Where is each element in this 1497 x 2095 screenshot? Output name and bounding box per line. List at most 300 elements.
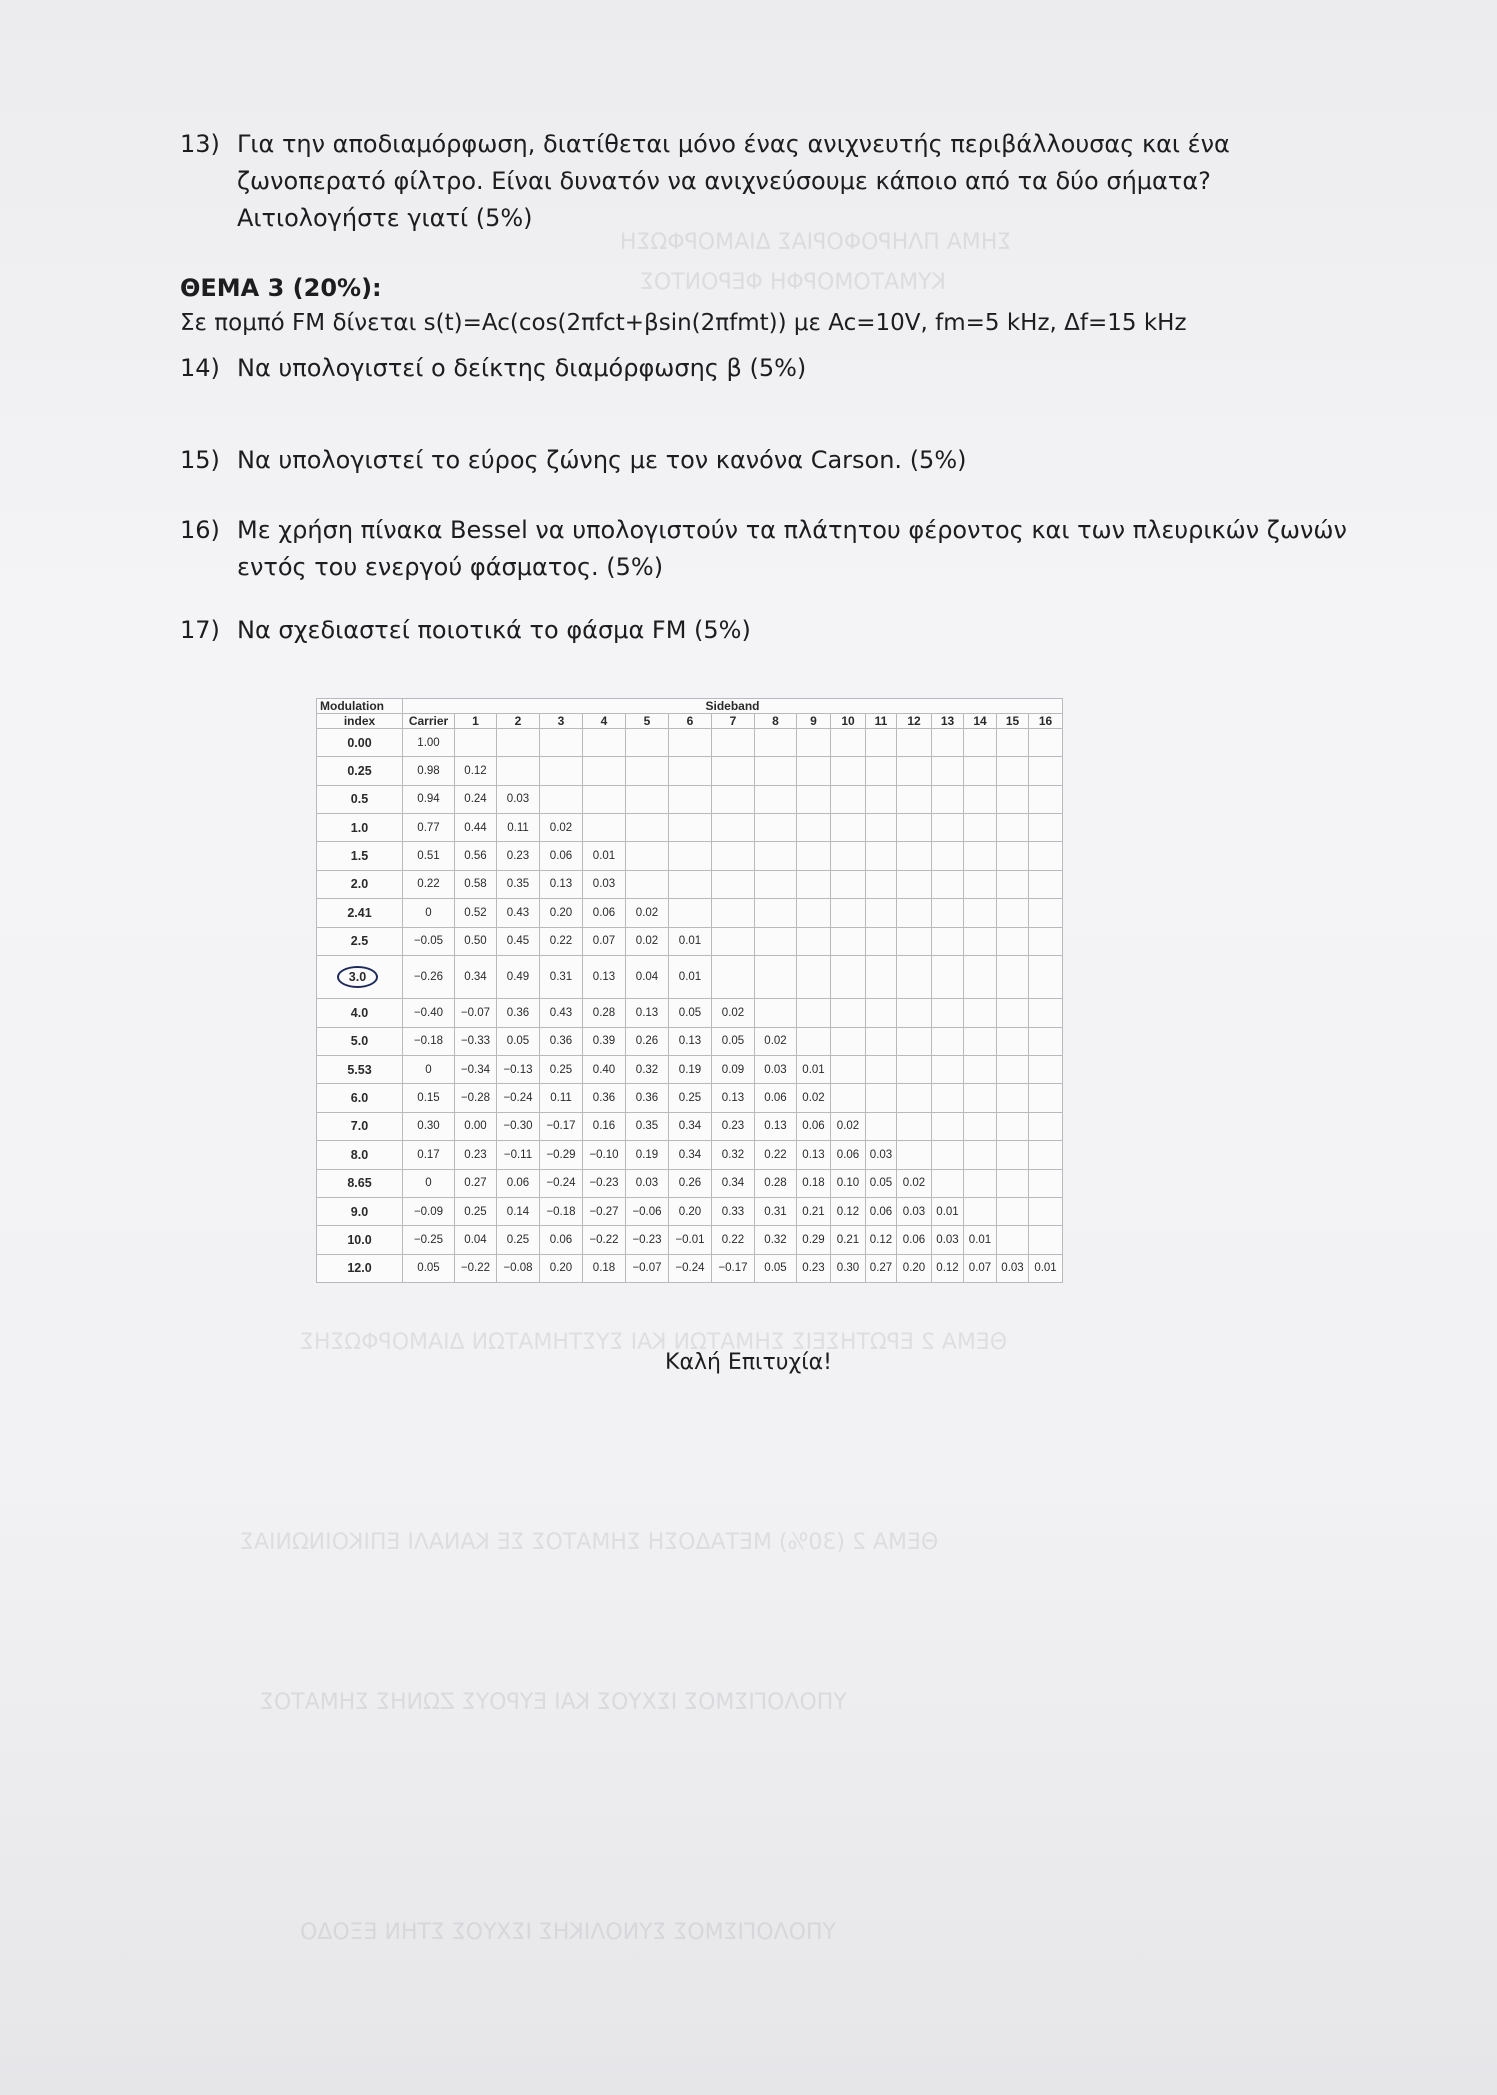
sideband-cell [712,927,755,955]
sideband-cell: −0.34 [455,1056,497,1084]
carrier-cell: 0.15 [403,1084,455,1112]
carrier-cell: 1.00 [403,729,455,757]
sideband-cell [897,870,932,898]
sideband-cell: 0.13 [583,955,626,998]
sideband-cell [997,955,1029,998]
header-sideband-number: 10 [831,714,866,729]
sideband-cell [964,1141,997,1169]
sideband-cell: 0.58 [455,870,497,898]
sideband-cell [669,729,712,757]
sideband-cell [932,785,964,813]
sideband-cell [964,1169,997,1197]
sideband-cell [932,899,964,927]
sideband-cell [964,899,997,927]
sideband-cell [540,729,583,757]
sideband-cell: 0.36 [626,1084,669,1112]
sideband-cell: −0.17 [712,1254,755,1282]
sideband-cell: 0.01 [669,927,712,955]
header-sideband-number: 3 [540,714,583,729]
sideband-cell: −0.23 [626,1226,669,1254]
sideband-cell: 0.02 [626,927,669,955]
carrier-cell: −0.26 [403,955,455,998]
bleed-through-text: ΣΗΜΑ ΠΛΗΡΟΦΟΡΙΑΣ ΔΙΑΜΟΡΦΩΣΗ [620,230,1012,255]
sideband-cell [897,1084,932,1112]
carrier-cell: 0 [403,1056,455,1084]
sideband-cell [866,870,897,898]
table-row [317,1169,1063,1197]
sideband-cell: 0.36 [497,999,540,1027]
sideband-cell [932,814,964,842]
sideband-cell: 0.04 [455,1226,497,1254]
modulation-index-cell: 10.0 [317,1226,403,1254]
sideband-cell: −0.10 [583,1141,626,1169]
header-carrier: Carrier [403,714,455,729]
sideband-cell: 0.03 [997,1254,1029,1282]
table-row [317,814,1063,842]
sideband-cell: 0.22 [540,927,583,955]
sideband-cell: 0.01 [583,842,626,870]
carrier-cell: 0.05 [403,1254,455,1282]
sideband-cell [932,955,964,998]
carrier-cell: −0.18 [403,1027,455,1055]
sideband-cell: −0.13 [497,1056,540,1084]
question-16 [180,512,1380,586]
sideband-cell [669,814,712,842]
modulation-index-cell: 8.0 [317,1141,403,1169]
sideband-cell [1029,814,1063,842]
header-sideband-number: 7 [712,714,755,729]
sideband-cell [932,1169,964,1197]
sideband-cell [964,1112,997,1140]
sideband-cell: −0.07 [455,999,497,1027]
modulation-index-cell: 2.0 [317,870,403,898]
sideband-cell [866,999,897,1027]
sideband-cell [797,757,831,785]
sideband-cell [497,757,540,785]
sideband-cell [540,757,583,785]
sideband-cell [797,927,831,955]
question-text: Να σχεδιαστεί ποιοτικά το φάσμα FM (5%) [237,616,751,644]
sideband-cell [669,785,712,813]
sideband-cell [797,785,831,813]
sideband-cell: 0.49 [497,955,540,998]
sideband-cell: 0.02 [626,899,669,927]
sideband-cell: 0.03 [897,1197,932,1225]
question-14 [180,350,1280,387]
sideband-cell: 0.03 [755,1056,797,1084]
carrier-cell: 0.22 [403,870,455,898]
sideband-cell [997,1197,1029,1225]
sideband-cell: 0.02 [897,1169,932,1197]
header-modulation: Modulation [317,699,403,714]
modulation-index-cell [317,955,403,998]
sideband-cell: 0.06 [497,1169,540,1197]
sideband-cell [755,999,797,1027]
sideband-cell: 0.30 [831,1254,866,1282]
sideband-cell [997,842,1029,870]
sideband-cell: 0.26 [626,1027,669,1055]
sideband-cell [866,927,897,955]
carrier-cell: −0.05 [403,927,455,955]
sideband-cell [831,842,866,870]
sideband-cell [964,1027,997,1055]
sideband-cell [866,814,897,842]
sideband-cell: 0.02 [540,814,583,842]
sideband-cell [964,729,997,757]
header-sideband-number: 2 [497,714,540,729]
sideband-cell: −0.22 [455,1254,497,1282]
carrier-cell: 0.51 [403,842,455,870]
sideband-cell [997,814,1029,842]
sideband-cell: 0.19 [626,1141,669,1169]
sideband-cell [626,729,669,757]
carrier-cell: 0 [403,899,455,927]
table-row [317,1141,1063,1169]
sideband-cell: 0.06 [540,842,583,870]
sideband-cell [583,729,626,757]
sideband-cell: 0.02 [797,1084,831,1112]
carrier-cell: 0 [403,1169,455,1197]
sideband-cell [866,899,897,927]
sideband-cell [932,999,964,1027]
sideband-cell: 0.01 [932,1197,964,1225]
modulation-index-cell: 8.65 [317,1169,403,1197]
header-sideband-number: 14 [964,714,997,729]
sideband-cell: 0.14 [497,1197,540,1225]
sideband-cell [897,1112,932,1140]
sideband-cell: 0.39 [583,1027,626,1055]
sideband-cell [997,757,1029,785]
sideband-cell: 0.12 [866,1226,897,1254]
sideband-cell [540,785,583,813]
sideband-cell: −0.17 [540,1112,583,1140]
sideband-cell [583,785,626,813]
sideband-cell [932,927,964,955]
sideband-cell: 0.06 [897,1226,932,1254]
sideband-cell: 0.23 [712,1112,755,1140]
sideband-cell: 0.13 [797,1141,831,1169]
sideband-cell [1029,955,1063,998]
sideband-cell [932,1084,964,1112]
sideband-cell [997,1141,1029,1169]
sideband-cell [997,1226,1029,1254]
sideband-cell: 0.21 [797,1197,831,1225]
sideband-cell [997,1169,1029,1197]
sideband-cell [455,729,497,757]
modulation-index-cell: 1.0 [317,814,403,842]
sideband-cell: 0.21 [831,1226,866,1254]
sideband-cell [964,927,997,955]
sideband-cell [1029,729,1063,757]
table-row [317,1056,1063,1084]
header-index: index [317,714,403,729]
sideband-cell [897,785,932,813]
sideband-cell [831,899,866,927]
sideband-cell [997,729,1029,757]
closing-message: Καλή Επιτυχία! [665,1350,832,1375]
sideband-cell: 0.03 [866,1141,897,1169]
sideband-cell [997,999,1029,1027]
sideband-cell: 0.25 [540,1056,583,1084]
question-17 [180,612,1280,649]
sideband-cell: 0.07 [964,1254,997,1282]
sideband-cell: 0.10 [831,1169,866,1197]
modulation-index-cell: 5.0 [317,1027,403,1055]
sideband-cell: 0.12 [831,1197,866,1225]
sideband-cell [997,870,1029,898]
table-row [317,1197,1063,1225]
question-number: 14) [180,354,220,382]
table-row [317,757,1063,785]
modulation-index-cell: 12.0 [317,1254,403,1282]
sideband-cell [1029,1084,1063,1112]
sideband-cell [712,729,755,757]
sideband-cell [932,842,964,870]
table-row [317,1254,1063,1282]
sideband-cell: 0.20 [897,1254,932,1282]
bleed-through-text: ΚΥΜΑΤΟΜΟΡΦΗ ΦΕΡΟΝΤΟΣ [640,270,946,295]
sideband-cell: 0.13 [540,870,583,898]
sideband-cell: 0.03 [583,870,626,898]
sideband-cell [1029,757,1063,785]
sideband-cell: 0.01 [1029,1254,1063,1282]
sideband-cell: 0.23 [455,1141,497,1169]
sideband-cell [932,1027,964,1055]
sideband-cell [897,1141,932,1169]
sideband-cell [626,870,669,898]
carrier-cell: 0.98 [403,757,455,785]
sideband-cell: 0.18 [797,1169,831,1197]
header-sideband-number: 5 [626,714,669,729]
bessel-table-container [316,698,1062,1283]
sideband-cell: 0.06 [831,1141,866,1169]
bleed-through-text: ΘΕΜΑ 2 ΕΡΩΤΗΣΕΙΣ ΣΗΜΑΤΩΝ ΚΑΙ ΣΥΣΤΗΜΑΤΩΝ ΔΙΑΜΟΡΦΩΣΗΣ [300,1330,1008,1355]
table-row [317,1226,1063,1254]
sideband-cell: 0.20 [540,1254,583,1282]
sideband-cell: 0.27 [866,1254,897,1282]
sideband-cell: 0.13 [626,999,669,1027]
sideband-cell: −0.11 [497,1141,540,1169]
sideband-cell [755,955,797,998]
table-row [317,999,1063,1027]
sideband-cell [755,814,797,842]
sideband-cell [712,814,755,842]
sideband-cell [866,842,897,870]
sideband-cell [964,1084,997,1112]
sideband-cell [831,785,866,813]
sideband-cell: 0.32 [712,1141,755,1169]
sideband-cell [897,1056,932,1084]
sideband-cell [1029,1226,1063,1254]
sideband-cell: 0.01 [669,955,712,998]
question-number: 15) [180,446,220,474]
sideband-cell: 0.11 [497,814,540,842]
modulation-index-cell: 5.53 [317,1056,403,1084]
bessel-table [316,698,1063,1283]
sideband-cell: 0.03 [626,1169,669,1197]
sideband-cell: 0.26 [669,1169,712,1197]
sideband-cell [964,870,997,898]
sideband-cell [755,785,797,813]
sideband-cell: 0.01 [797,1056,831,1084]
sideband-cell [1029,1056,1063,1084]
question-13 [180,126,1380,237]
header-sideband-number: 15 [997,714,1029,729]
sideband-cell: −0.18 [540,1197,583,1225]
sideband-cell: 0.34 [455,955,497,998]
sideband-cell: 0.31 [755,1197,797,1225]
sideband-cell [755,899,797,927]
sideband-cell: 0.06 [583,899,626,927]
sideband-cell: 0.25 [669,1084,712,1112]
table-row [317,729,1063,757]
sideband-cell [1029,870,1063,898]
sideband-cell [997,927,1029,955]
sideband-cell [797,842,831,870]
sideband-cell: 0.05 [497,1027,540,1055]
sideband-cell: 0.52 [455,899,497,927]
circled-index-mark: 3.0 [337,966,378,988]
sideband-cell: 0.32 [626,1056,669,1084]
carrier-cell: −0.40 [403,999,455,1027]
table-subheader-row [317,714,1063,729]
sideband-cell: −0.06 [626,1197,669,1225]
sideband-cell [997,899,1029,927]
bleed-through-text: ΘΕΜΑ 2 (30%) ΜΕΤΑΔΟΣΗ ΣΗΜΑΤΟΣ ΣΕ ΚΑΝΑΛΙ ΕΠΙΚΟΙΝΩΝΙΑΣ [240,1530,939,1555]
sideband-cell [1029,785,1063,813]
sideband-cell: 0.07 [583,927,626,955]
header-sideband-number: 9 [797,714,831,729]
sideband-cell: 0.23 [497,842,540,870]
carrier-cell: 0.30 [403,1112,455,1140]
sideband-cell: 0.12 [932,1254,964,1282]
sideband-cell: 0.06 [755,1084,797,1112]
modulation-index-cell: 0.00 [317,729,403,757]
header-sideband-number: 11 [866,714,897,729]
sideband-cell: 0.50 [455,927,497,955]
sideband-cell [712,785,755,813]
sideband-cell: 0.32 [755,1226,797,1254]
sideband-cell: 0.45 [497,927,540,955]
sideband-cell [1029,1112,1063,1140]
sideband-cell: −0.07 [626,1254,669,1282]
sideband-cell [497,729,540,757]
sideband-cell [932,1141,964,1169]
sideband-cell [932,729,964,757]
table-row [317,870,1063,898]
sideband-cell [797,814,831,842]
modulation-index-cell: 0.5 [317,785,403,813]
sideband-cell [1029,1197,1063,1225]
table-row [317,927,1063,955]
question-text: Να υπολογιστεί το εύρος ζώνης με τον κανόνα Carson. (5%) [237,446,967,474]
sideband-cell: 0.18 [583,1254,626,1282]
sideband-cell [831,955,866,998]
question-number: 13) [180,130,220,158]
carrier-cell: −0.25 [403,1226,455,1254]
sideband-cell: 0.02 [755,1027,797,1055]
modulation-index-cell: 9.0 [317,1197,403,1225]
carrier-cell: 0.94 [403,785,455,813]
sideband-cell [1029,842,1063,870]
sideband-cell [897,729,932,757]
table-row [317,1112,1063,1140]
sideband-cell: 0.34 [712,1169,755,1197]
sideband-cell: 0.13 [669,1027,712,1055]
sideband-cell [866,785,897,813]
sideband-cell: 0.28 [755,1169,797,1197]
sideband-cell: 0.05 [669,999,712,1027]
sideband-cell: 0.05 [712,1027,755,1055]
sideband-cell: 0.34 [669,1112,712,1140]
sideband-cell: 0.27 [455,1169,497,1197]
sideband-cell: 0.20 [669,1197,712,1225]
sideband-cell: 0.23 [797,1254,831,1282]
sideband-cell [712,870,755,898]
modulation-index-cell: 1.5 [317,842,403,870]
sideband-cell: 0.11 [540,1084,583,1112]
sideband-cell: 0.43 [497,899,540,927]
header-sideband-number: 6 [669,714,712,729]
sideband-cell [964,955,997,998]
sideband-cell [897,842,932,870]
sideband-cell: 0.44 [455,814,497,842]
sideband-cell: 0.05 [755,1254,797,1282]
sideband-cell [964,1056,997,1084]
sideband-cell [831,729,866,757]
sideband-cell: −0.33 [455,1027,497,1055]
section-title: ΘΕΜΑ 3 (20%): [180,274,382,302]
sideband-cell [964,842,997,870]
sideband-cell [997,1056,1029,1084]
sideband-cell: 0.02 [712,999,755,1027]
sideband-cell: 0.56 [455,842,497,870]
sideband-cell [932,1056,964,1084]
table-row [317,899,1063,927]
header-sideband-number: 1 [455,714,497,729]
modulation-index-cell: 6.0 [317,1084,403,1112]
sideband-cell [964,814,997,842]
sideband-cell: −0.24 [669,1254,712,1282]
table-row [317,955,1063,998]
sideband-cell: 0.29 [797,1226,831,1254]
sideband-cell: −0.22 [583,1226,626,1254]
sideband-cell: −0.30 [497,1112,540,1140]
sideband-cell: 0.24 [455,785,497,813]
sideband-cell [669,842,712,870]
sideband-cell: 0.03 [932,1226,964,1254]
sideband-cell [831,757,866,785]
sideband-cell: 0.13 [712,1084,755,1112]
header-sideband-number: 12 [897,714,932,729]
sideband-cell [669,870,712,898]
table-row [317,842,1063,870]
sideband-cell: −0.24 [497,1084,540,1112]
sideband-cell [755,842,797,870]
sideband-cell: 0.04 [626,955,669,998]
carrier-cell: −0.09 [403,1197,455,1225]
sideband-cell [797,955,831,998]
sideband-cell: 0.31 [540,955,583,998]
sideband-cell: 0.36 [583,1084,626,1112]
sideband-cell [797,899,831,927]
sideband-cell [897,814,932,842]
sideband-cell: 0.25 [455,1197,497,1225]
sideband-cell [626,757,669,785]
bleed-through-text: ΥΠΟΛΟΓΙΣΜΟΣ ΣΥΝΟΛΙΚΗΣ ΙΣΧΥΟΣ ΣΤΗΝ ΕΞΟΔΟ [300,1920,836,1945]
sideband-cell: −0.29 [540,1141,583,1169]
sideband-cell: 0.28 [583,999,626,1027]
